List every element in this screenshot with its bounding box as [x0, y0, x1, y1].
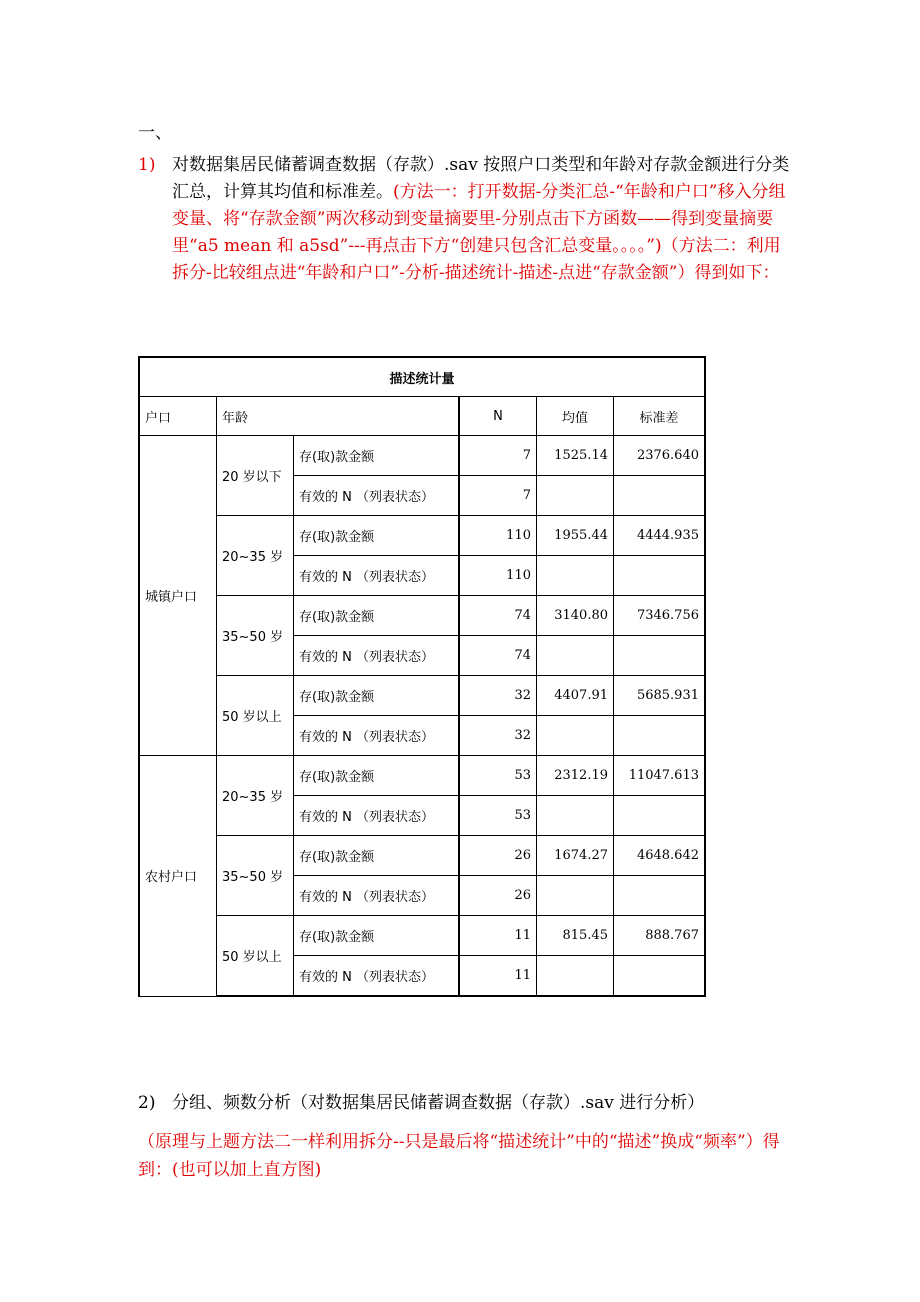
table-row [139, 516, 705, 556]
valid-n-value: 110 [459, 556, 537, 596]
mean-value: 815.45 [537, 916, 614, 956]
var-label: 存(取)款金额 [294, 436, 460, 476]
age-cell: 50 岁以上 [217, 676, 294, 756]
empty-cell [537, 876, 614, 916]
n-value: 11 [459, 916, 537, 956]
valid-n-value: 26 [459, 876, 537, 916]
var-label: 存(取)款金额 [294, 836, 460, 876]
valid-n-label: 有效的 N （列表状态） [294, 556, 460, 596]
empty-cell [614, 476, 706, 516]
sd-value: 4444.935 [614, 516, 706, 556]
empty-cell [614, 796, 706, 836]
mean-value: 1955.44 [537, 516, 614, 556]
table-row [139, 916, 705, 956]
var-label: 存(取)款金额 [294, 756, 460, 796]
n-value: 32 [459, 676, 537, 716]
empty-cell [537, 476, 614, 516]
descriptive-stats-table [138, 356, 706, 997]
age-cell: 50 岁以上 [217, 916, 294, 997]
valid-n-label: 有效的 N （列表状态） [294, 876, 460, 916]
sd-value: 5685.931 [614, 676, 706, 716]
empty-cell [614, 956, 706, 997]
mean-value: 4407.91 [537, 676, 614, 716]
section-heading: 一、 [138, 123, 172, 143]
header-sd: 标准差 [614, 397, 706, 436]
empty-cell [537, 956, 614, 997]
section-2-number: 2) [138, 1093, 156, 1113]
table-row [139, 676, 705, 716]
var-label: 存(取)款金额 [294, 676, 460, 716]
section-1-body [172, 152, 792, 287]
section-1-number: 1) [138, 155, 156, 175]
valid-n-value: 11 [459, 956, 537, 997]
table-header-row [139, 397, 705, 436]
sd-value: 4648.642 [614, 836, 706, 876]
valid-n-value: 53 [459, 796, 537, 836]
mean-value: 1525.14 [537, 436, 614, 476]
n-value: 74 [459, 596, 537, 636]
valid-n-value: 32 [459, 716, 537, 756]
valid-n-label: 有效的 N （列表状态） [294, 956, 460, 997]
n-value: 26 [459, 836, 537, 876]
sd-value: 11047.613 [614, 756, 706, 796]
empty-cell [614, 636, 706, 676]
empty-cell [537, 796, 614, 836]
empty-cell [537, 556, 614, 596]
table-title: 描述统计量 [139, 357, 705, 397]
age-cell: 35~50 岁 [217, 836, 294, 916]
mean-value: 2312.19 [537, 756, 614, 796]
var-label: 存(取)款金额 [294, 916, 460, 956]
sd-value: 2376.640 [614, 436, 706, 476]
table-row [139, 756, 705, 796]
table-row [139, 836, 705, 876]
valid-n-label: 有效的 N （列表状态） [294, 476, 460, 516]
empty-cell [537, 636, 614, 676]
age-cell: 20 岁以下 [217, 436, 294, 516]
header-n: N [459, 397, 537, 436]
valid-n-label: 有效的 N （列表状态） [294, 716, 460, 756]
section-2-text: 分组、频数分析（对数据集居民储蓄调查数据（存款）.sav 进行分析） [172, 1093, 705, 1113]
n-value: 7 [459, 436, 537, 476]
empty-cell [614, 716, 706, 756]
age-cell: 20~35 岁 [217, 756, 294, 836]
age-cell: 35~50 岁 [217, 596, 294, 676]
valid-n-value: 74 [459, 636, 537, 676]
n-value: 110 [459, 516, 537, 556]
header-hukou: 户口 [139, 397, 217, 436]
hukou-cell: 农村户口 [139, 756, 217, 997]
hukou-cell: 城镇户口 [139, 436, 217, 756]
header-mean: 均值 [537, 397, 614, 436]
valid-n-label: 有效的 N （列表状态） [294, 636, 460, 676]
empty-cell [614, 876, 706, 916]
table-row [139, 436, 705, 476]
sd-value: 888.767 [614, 916, 706, 956]
section-2-note: （原理与上题方法二一样利用拆分--只是最后将“描述统计”中的“描述”换成“频率”）得到：(也可以加上直方图) [138, 1132, 780, 1180]
age-cell: 20~35 岁 [217, 516, 294, 596]
valid-n-value: 7 [459, 476, 537, 516]
section-1-method-note: (方法一：打开数据-分类汇总-“年龄和户口”移入分组变量、将“存款金额”两次移动到变量摘要里-分别点击下方函数——得到变量摘要里“a5 mean 和 a5sd”---再点击下方“创建只包含汇总变量。。。。”)（方法二：利用拆分-比较组点进“年龄和户口”-分析-描述统计-描述-点进“存款金额”）得到如下： [172, 182, 786, 283]
header-age: 年龄 [217, 397, 460, 436]
empty-cell [614, 556, 706, 596]
sd-value: 7346.756 [614, 596, 706, 636]
var-label: 存(取)款金额 [294, 596, 460, 636]
section-1-text: 对数据集居民储蓄调查数据（存款）.sav 按照户口类型和年龄对存款金额进行分类汇总，计算其均值和标准差。 [172, 155, 790, 202]
table-row [139, 596, 705, 636]
mean-value: 1674.27 [537, 836, 614, 876]
mean-value: 3140.80 [537, 596, 614, 636]
valid-n-label: 有效的 N （列表状态） [294, 796, 460, 836]
var-label: 存(取)款金额 [294, 516, 460, 556]
empty-cell [537, 716, 614, 756]
n-value: 53 [459, 756, 537, 796]
